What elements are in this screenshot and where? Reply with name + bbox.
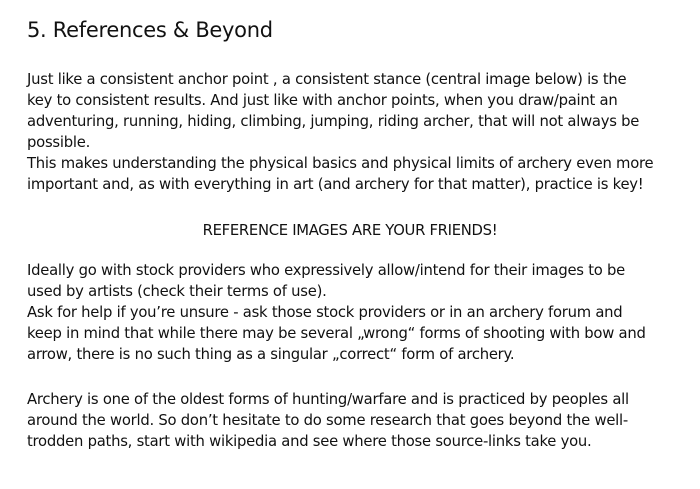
paragraph-stock-providers [27, 260, 682, 302]
text-line: Ask for help if you’re unsure - ask those stock providers or in an archery forum and [27, 304, 623, 321]
text-line: used by artists (check their terms of use). [27, 283, 327, 300]
text-line: important and, as with everything in art (and archery for that matter), practice is key! [27, 176, 644, 193]
text-line: arrow, there is no such thing as a singular „correct“ form of archery. [27, 346, 515, 363]
text-line: Archery is one of the oldest forms of hunting/warfare and is practiced by peoples all [27, 391, 629, 408]
page-title: 5. References & Beyond [27, 18, 273, 42]
paragraph-ask-for-help [27, 302, 682, 365]
text-line: This makes understanding the physical basics and physical limits of archery even more [27, 155, 654, 172]
text-line: key to consistent results. And just like with anchor points, when you draw/paint an [27, 92, 618, 109]
text-line: around the world. So don’t hesitate to do some research that goes beyond the well- [27, 412, 628, 429]
text-line: keep in mind that while there may be several „wrong“ forms of shooting with bow and [27, 325, 646, 342]
paragraph-anchor-point [27, 69, 682, 153]
text-line: adventuring, running, hiding, climbing, jumping, riding archer, that will not always be [27, 113, 640, 130]
paragraph-research [27, 389, 682, 452]
text-line: possible. [27, 134, 91, 151]
text-line: Ideally go with stock providers who expressively allow/intend for their images to be [27, 262, 626, 279]
reference-images-callout: REFERENCE IMAGES ARE YOUR FRIENDS! [202, 222, 498, 239]
text-line: trodden paths, start with wikipedia and see where those source-links take you. [27, 433, 592, 450]
text-line: Just like a consistent anchor point , a consistent stance (central image below) is the [27, 71, 627, 88]
paragraph-physical-basics [27, 153, 682, 195]
